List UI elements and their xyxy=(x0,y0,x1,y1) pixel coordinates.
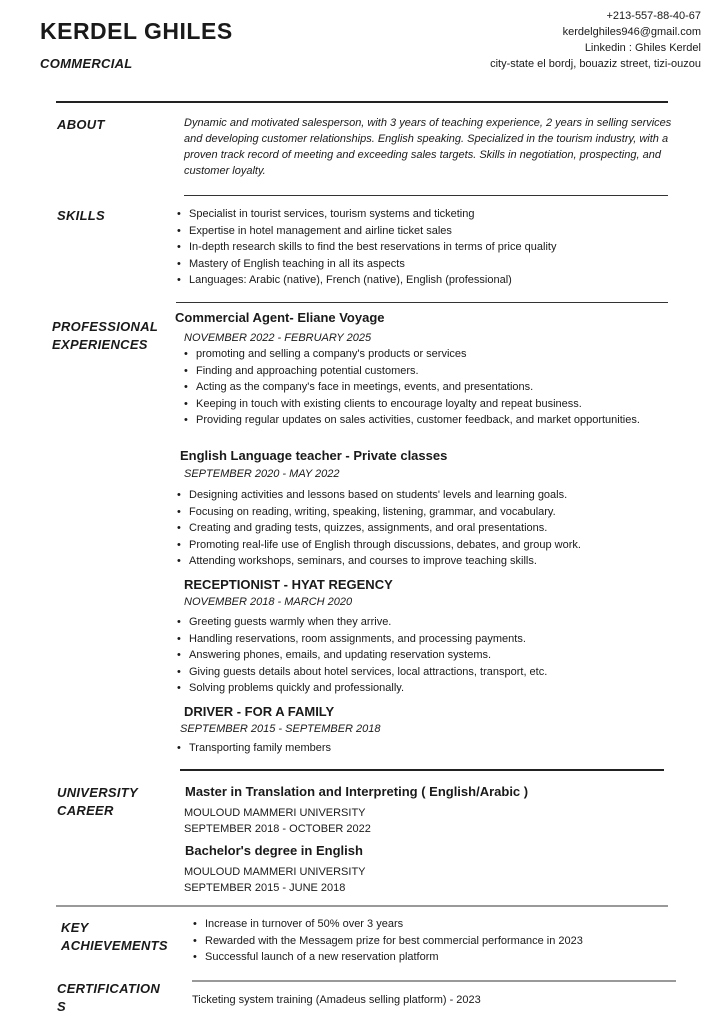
resume-name: KERDEL GHILES xyxy=(40,18,233,44)
list-item: • Giving guests details about hotel services, local attractions, transport, etc. xyxy=(176,664,547,681)
list-item: • Finding and approaching potential customers. xyxy=(183,363,653,380)
job-duties xyxy=(176,614,547,697)
list-item: • Increase in turnover of 50% over 3 years xyxy=(192,916,583,933)
education-heading xyxy=(57,784,138,820)
job-dates: SEPTEMBER 2015 - SEPTEMBER 2018 xyxy=(180,723,381,735)
certifications-heading-line: CERTIFICATION xyxy=(57,981,161,996)
list-item: • Acting as the company's face in meetings, events, and presentations. xyxy=(183,379,653,396)
list-item: • Attending workshops, seminars, and courses to improve teaching skills. xyxy=(176,553,581,570)
contact-address: city-state el bordj, bouaziz street, tizi-ouzou xyxy=(490,58,701,70)
job-title: Commercial Agent- Eliane Voyage xyxy=(175,310,385,325)
degree-title: Master in Translation and Interpreting ( English/Arabic ) xyxy=(185,784,529,799)
achievements-heading xyxy=(61,919,168,955)
job-dates: SEPTEMBER 2020 - MAY 2022 xyxy=(184,468,340,480)
job-duties xyxy=(176,487,581,570)
resume-role: COMMERCIAL xyxy=(40,56,133,71)
divider xyxy=(192,980,676,982)
job-title: English Language teacher - Private classes xyxy=(180,448,448,463)
list-item: • Creating and grading tests, quizzes, assignments, and oral presentations. xyxy=(176,520,581,537)
certifications-heading xyxy=(57,980,160,1016)
list-item: • Promoting real-life use of English through discussions, debates, and group work. xyxy=(176,537,581,554)
job-title: DRIVER - FOR A FAMILY xyxy=(184,704,335,719)
achievements-heading-line: ACHIEVEMENTS xyxy=(61,938,168,953)
list-item: • Answering phones, emails, and updating reservation systems. xyxy=(176,647,547,664)
job-dates: NOVEMBER 2022 - FEBRUARY 2025 xyxy=(184,332,372,344)
contact-block xyxy=(281,8,701,72)
list-item: • promoting and selling a company's products or services xyxy=(183,346,653,363)
divider xyxy=(56,905,668,907)
divider xyxy=(56,101,668,103)
list-item: • Handling reservations, room assignments, and processing payments. xyxy=(176,631,547,648)
skills-heading: SKILLS xyxy=(57,208,106,223)
degree-dates: SEPTEMBER 2015 - JUNE 2018 xyxy=(184,882,346,894)
divider xyxy=(184,195,668,196)
experience-heading-line: EXPERIENCES xyxy=(52,337,148,352)
list-item: • Designing activities and lessons based on students' levels and learning goals. xyxy=(176,487,581,504)
experience-heading xyxy=(52,318,158,354)
achievements-heading-line: KEY xyxy=(61,920,89,935)
about-heading: ABOUT xyxy=(57,117,105,132)
contact-linkedin: Linkedin : Ghiles Kerdel xyxy=(584,42,701,54)
degree-school: MOULOUD MAMMERI UNIVERSITY xyxy=(184,807,366,819)
job-duties xyxy=(176,740,331,757)
degree-school: MOULOUD MAMMERI UNIVERSITY xyxy=(184,866,366,878)
job-title: RECEPTIONIST - HYAT REGENCY xyxy=(184,577,393,592)
achievements-list xyxy=(192,916,583,966)
experience-heading-line: PROFESSIONAL xyxy=(52,319,159,334)
job-dates: NOVEMBER 2018 - MARCH 2020 xyxy=(184,596,353,608)
contact-email: kerdelghiles946@gmail.com xyxy=(562,26,701,38)
list-item: • Rewarded with the Messagem prize for best commercial performance in 2023 xyxy=(192,933,583,950)
certifications-heading-line: S xyxy=(57,999,66,1014)
list-item: • Solving problems quickly and professionally. xyxy=(176,680,547,697)
skills-list xyxy=(176,206,556,289)
list-item: • In-depth research skills to find the best reservations in terms of price quality xyxy=(176,239,556,256)
degree-title: Bachelor's degree in English xyxy=(185,843,363,858)
education-heading-line: CAREER xyxy=(57,803,114,818)
list-item: • Successful launch of a new reservation platform xyxy=(192,949,583,966)
degree-dates: SEPTEMBER 2018 - OCTOBER 2022 xyxy=(184,823,371,835)
list-item: • Specialist in tourist services, tourism systems and ticketing xyxy=(176,206,556,223)
list-item: • Greeting guests warmly when they arrive. xyxy=(176,614,547,631)
education-heading-line: UNIVERSITY xyxy=(57,785,139,800)
list-item: • Mastery of English teaching in all its aspects xyxy=(176,256,556,273)
list-item: • Expertise in hotel management and airline ticket sales xyxy=(176,223,556,240)
about-text: Dynamic and motivated salesperson, with 3 years of teaching experience, 2 years in selling services and developing customer relationships. English speaking. Specialized in the tourism industry, with a proven track record of meeting and exceeding sales targets. Skills in negotiation, prospecting, and customer loyalty. xyxy=(184,117,672,177)
certification-item: Ticketing system training (Amadeus selling platform) - 2023 xyxy=(192,994,481,1006)
list-item: • Providing regular updates on sales activities, customer feedback, and market opportunities. xyxy=(183,412,653,429)
list-item: • Focusing on reading, writing, speaking, listening, grammar, and vocabulary. xyxy=(176,504,581,521)
job-duties xyxy=(183,346,653,429)
contact-phone: +213-557-88-40-67 xyxy=(606,10,701,22)
list-item: • Keeping in touch with existing clients to encourage loyalty and repeat business. xyxy=(183,396,653,413)
list-item: • Languages: Arabic (native), French (native), English (professional) xyxy=(176,272,556,289)
list-item: • Transporting family members xyxy=(176,740,331,757)
divider xyxy=(180,769,664,771)
divider xyxy=(176,302,668,303)
